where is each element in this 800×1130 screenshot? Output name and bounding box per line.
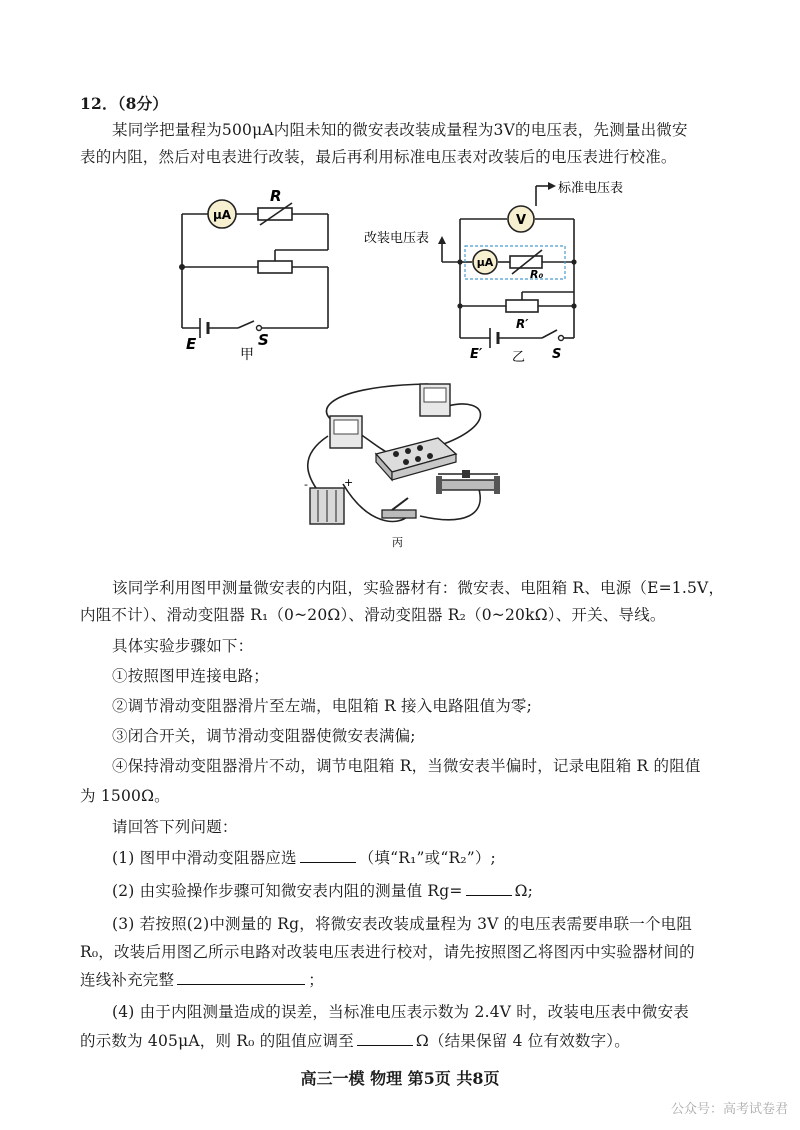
step-3: ③闭合开关，调节滑动变阻器使微安表满偏;	[112, 727, 416, 745]
equipment-line-2: 内阻不计）、滑动变阻器 R₁（0~20Ω）、滑动变阻器 R₂（0~20kΩ）、开关、导线。	[80, 606, 666, 624]
svg-text:E′: E′	[470, 347, 483, 362]
question-number: 12．（8分）	[80, 94, 169, 113]
step-2: ②调节滑动变阻器滑片至左端，电阻箱 R 接入电路阻值为零;	[112, 697, 533, 715]
svg-text:S: S	[552, 347, 562, 362]
svg-text:R′: R′	[516, 317, 529, 331]
caption-jia: 甲	[240, 347, 254, 363]
svg-text:-: -	[304, 478, 308, 491]
svg-text:μA: μA	[212, 208, 232, 222]
switch-device	[382, 510, 416, 518]
step-4-line-1: ④保持滑动变阻器滑片不动，调节电阻箱 R，当微安表半偏时，记录电阻箱 R 的阻值	[112, 757, 701, 775]
caption-bing: 丙	[392, 536, 403, 549]
steps-title: 具体实验步骤如下：	[112, 637, 254, 655]
question-2: (2) 由实验操作步骤可知微安表内阻的测量值 Rg= Ω;	[112, 882, 534, 900]
standard-voltmeter-label: 标准电压表	[558, 181, 624, 196]
caption-yi: 乙	[512, 350, 526, 365]
questions-prompt: 请回答下列问题：	[112, 818, 238, 836]
answer-blank-1[interactable]	[300, 861, 356, 863]
question-4-line-2: 的示数为 405μA，则 R₀ 的阻值应调至 Ω（结果保留 4 位有效数字）。	[80, 1032, 630, 1050]
question-3-line-1: (3) 若按照(2)中测量的 Rg，将微安表改装成量程为 3V 的电压表需要串联一个电阻	[112, 915, 693, 933]
answer-blank-3[interactable]	[177, 983, 305, 985]
equipment-drawing-bing	[288, 376, 518, 551]
answer-blank-2[interactable]	[466, 894, 512, 896]
modified-voltmeter-label: 改装电压表	[364, 231, 430, 246]
circuit-diagram-yi	[362, 178, 642, 373]
svg-text:V: V	[515, 213, 527, 228]
page-footer: 高三一模 物理 第5页 共8页	[300, 1069, 500, 1088]
question-3-line-2: R₀，改装后用图乙所示电路对改装电压表进行校对，请先按照图乙将图丙中实验器材间的	[80, 943, 695, 961]
step-1: ①按照图甲连接电路；	[112, 667, 270, 685]
svg-text:R₀: R₀	[530, 268, 544, 281]
intro-line-2: 表的内阻，然后对电表进行改装，最后再利用标准电压表对改装后的电压表进行校准。	[80, 148, 677, 166]
svg-text:μA: μA	[476, 256, 494, 269]
svg-text:S: S	[258, 331, 269, 349]
svg-text:E: E	[186, 335, 197, 353]
intro-line-1: 某同学把量程为500μA内阻未知的微安表改装成量程为3V的电压表，先测量出微安	[112, 121, 688, 139]
label-R: R	[270, 187, 282, 205]
question-3-line-3: 连线补充完整 ；	[80, 971, 324, 989]
svg-text:+: +	[344, 476, 354, 489]
watermark: 公众号：高考试卷君	[670, 1102, 788, 1117]
question-4-line-1: (4) 由于内阻测量造成的误差，当标准电压表示数为 2.4V 时，改装电压表中微安表	[112, 1003, 689, 1021]
answer-blank-4[interactable]	[357, 1044, 413, 1046]
step-4-line-2: 为 1500Ω。	[80, 787, 170, 805]
rheostat-device	[440, 480, 496, 490]
circuit-diagram-jia	[170, 185, 340, 365]
equipment-line-1: 该同学利用图甲测量微安表的内阻，实验器材有：微安表、电阻箱 R、电源（E=1.5V，	[112, 579, 725, 597]
question-1: (1) 图甲中滑动变阻器应选 （填“R₁”或“R₂”）;	[112, 849, 496, 867]
